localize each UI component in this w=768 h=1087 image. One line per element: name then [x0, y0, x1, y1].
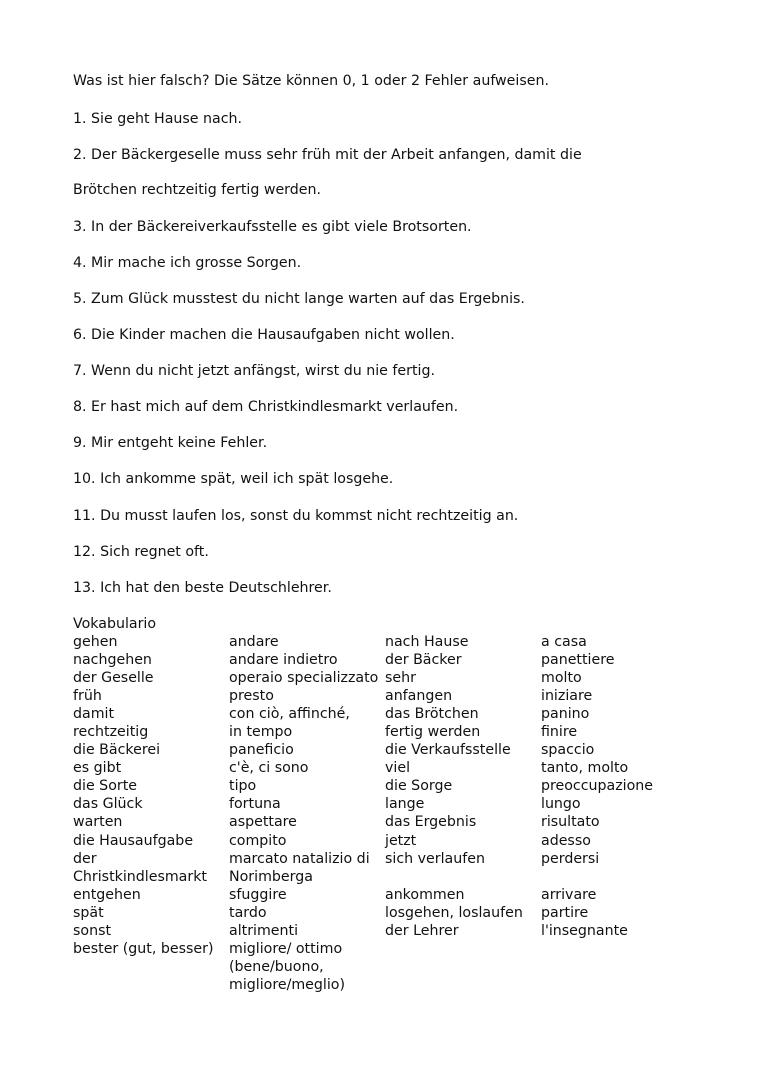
vocab-german-term: sich verlaufen [385, 850, 485, 867]
sentence-6: 6. Die Kinder machen die Hausaufgaben nicht wollen. [73, 327, 455, 343]
sentence-1: 1. Sie geht Hause nach. [73, 111, 243, 127]
vocab-german-term: jetzt [385, 832, 417, 849]
vocab-german-term: gehen [73, 634, 118, 650]
sentence-4: 4. Mir mache ich grosse Sorgen. [73, 255, 302, 271]
vocab-german-term: der Christkindlesmarkt [73, 850, 207, 885]
vocab-german-term: warten [73, 814, 123, 831]
sentence-10: 10. Ich ankomme spät, weil ich spät losgehe. [73, 471, 394, 487]
vocab-italian-translation: tipo [229, 778, 257, 795]
vocab-italian-translation: arrivare [541, 886, 597, 903]
vocab-row [73, 687, 713, 705]
vocab-row [73, 705, 713, 723]
vocab-german-term: lange [385, 796, 425, 813]
vocab-row [73, 832, 713, 850]
vocab-german-term: der Lehrer [385, 922, 459, 939]
vocab-row [73, 886, 713, 904]
vocab-italian-translation: iniziare [541, 688, 593, 705]
vocab-row [73, 777, 713, 795]
vocab-italian-translation: marcato natalizio di Norimberga [229, 850, 370, 885]
sentence-11: 11. Du musst laufen los, sonst du kommst nicht rechtzeitig an. [73, 508, 519, 524]
vocab-italian-translation: tardo [229, 904, 267, 921]
vocab-row [73, 669, 713, 687]
vocab-row [73, 723, 713, 741]
vocab-german-term: viel [385, 760, 411, 777]
vocab-german-term: sehr [385, 670, 416, 687]
vocab-german-term: losgehen, loslaufen [385, 904, 523, 921]
vocab-german-term: früh [73, 688, 102, 705]
vocab-italian-translation: c'è, ci sono [229, 760, 309, 777]
vocabulary-table [73, 633, 713, 994]
vocab-italian-translation: l'insegnante [541, 922, 628, 939]
vocab-row [73, 813, 713, 831]
vocab-italian-translation: a casa [541, 634, 587, 650]
vocab-row [73, 850, 713, 886]
vocab-italian-translation: migliore/ ottimo (bene/buono, migliore/meglio) [229, 940, 346, 993]
sentence-5: 5. Zum Glück musstest du nicht lange warten auf das Ergebnis. [73, 291, 525, 307]
sentence-7: 7. Wenn du nicht jetzt anfängst, wirst du nie fertig. [73, 363, 435, 379]
vocab-german-term: es gibt [73, 760, 122, 777]
vocab-italian-translation: molto [541, 670, 582, 687]
vocab-italian-translation: aspettare [229, 814, 297, 831]
vocab-italian-translation: panino [541, 706, 590, 723]
vocab-row [73, 940, 713, 994]
vocab-italian-translation: preoccupazione [541, 778, 654, 795]
sentence-12: 12. Sich regnet oft. [73, 544, 209, 560]
vocab-italian-translation: sfuggire [229, 886, 287, 903]
vocab-german-term: die Sorte [73, 778, 137, 795]
vocab-italian-translation: panettiere [541, 652, 615, 669]
vocab-german-term: sonst [73, 922, 112, 939]
vocab-italian-translation: andare indietro [229, 652, 338, 669]
vocab-german-term: nachgehen [73, 652, 152, 669]
vocab-italian-translation: operaio specializzato [229, 670, 379, 687]
vocab-italian-translation: andare [229, 634, 279, 650]
vocab-italian-translation: tanto, molto [541, 760, 629, 777]
vocab-italian-translation: finire [541, 724, 578, 741]
vocab-german-term: damit [73, 706, 115, 723]
vocab-german-term: die Verkaufsstelle [385, 742, 511, 759]
vocab-italian-translation: adesso [541, 832, 591, 849]
vocab-italian-translation: spaccio [541, 742, 595, 759]
vocab-italian-translation: partire [541, 904, 589, 921]
vocab-row [73, 651, 713, 669]
vocab-italian-translation: altrimenti [229, 922, 299, 939]
vocab-german-term: der Geselle [73, 670, 154, 687]
vocab-german-term: spät [73, 904, 104, 921]
sentence-13: 13. Ich hat den beste Deutschlehrer. [73, 580, 332, 596]
vocab-german-term: die Hausaufgabe [73, 832, 194, 849]
vocab-german-term: fertig werden [385, 724, 481, 741]
sentence-2: 2. Der Bäckergeselle muss sehr früh mit der Arbeit anfangen, damit die [73, 147, 582, 163]
vocab-german-term: das Brötchen [385, 706, 479, 723]
vocab-german-term: ankommen [385, 886, 465, 903]
vocab-row [73, 741, 713, 759]
vocab-german-term: rechtzeitig [73, 724, 149, 741]
instructions: Was ist hier falsch? Die Sätze können 0, 1 oder 2 Fehler aufweisen. [73, 73, 549, 89]
vocab-italian-translation: presto [229, 688, 274, 705]
vocab-italian-translation: compito [229, 832, 287, 849]
vocab-german-term: die Bäckerei [73, 742, 161, 759]
vocab-row [73, 922, 713, 940]
vocab-german-term: bester (gut, besser) [73, 940, 214, 957]
vocab-italian-translation [541, 940, 713, 994]
sentence-2-continued: Brötchen rechtzeitig fertig werden. [73, 182, 321, 198]
vocab-german-term: nach Hause [385, 634, 469, 650]
vocab-german-term: das Ergebnis [385, 814, 477, 831]
vocab-italian-translation: in tempo [229, 724, 293, 741]
vocab-row [73, 795, 713, 813]
vocab-row [73, 633, 713, 651]
vocab-row [73, 904, 713, 922]
vocab-german-term [385, 940, 541, 994]
vocab-german-term: anfangen [385, 688, 453, 705]
vocab-row [73, 759, 713, 777]
sentence-3: 3. In der Bäckereiverkaufsstelle es gibt viele Brotsorten. [73, 219, 472, 235]
vocab-italian-translation: risultato [541, 814, 600, 831]
vocab-german-term: der Bäcker [385, 652, 462, 669]
vocab-italian-translation: lungo [541, 796, 581, 813]
sentence-9: 9. Mir entgeht keine Fehler. [73, 435, 268, 451]
vocab-german-term: entgehen [73, 886, 141, 903]
vocab-italian-translation: perdersi [541, 850, 600, 867]
vocab-german-term: das Glück [73, 796, 143, 813]
sentence-8: 8. Er hast mich auf dem Christkindlesmarkt verlaufen. [73, 399, 459, 415]
vocab-italian-translation: fortuna [229, 796, 281, 813]
vocabulary-heading: Vokabulario [73, 616, 157, 632]
vocab-italian-translation: con ciò, affinché, [229, 706, 350, 723]
vocab-italian-translation: paneficio [229, 742, 294, 759]
vocab-german-term: die Sorge [385, 778, 453, 795]
